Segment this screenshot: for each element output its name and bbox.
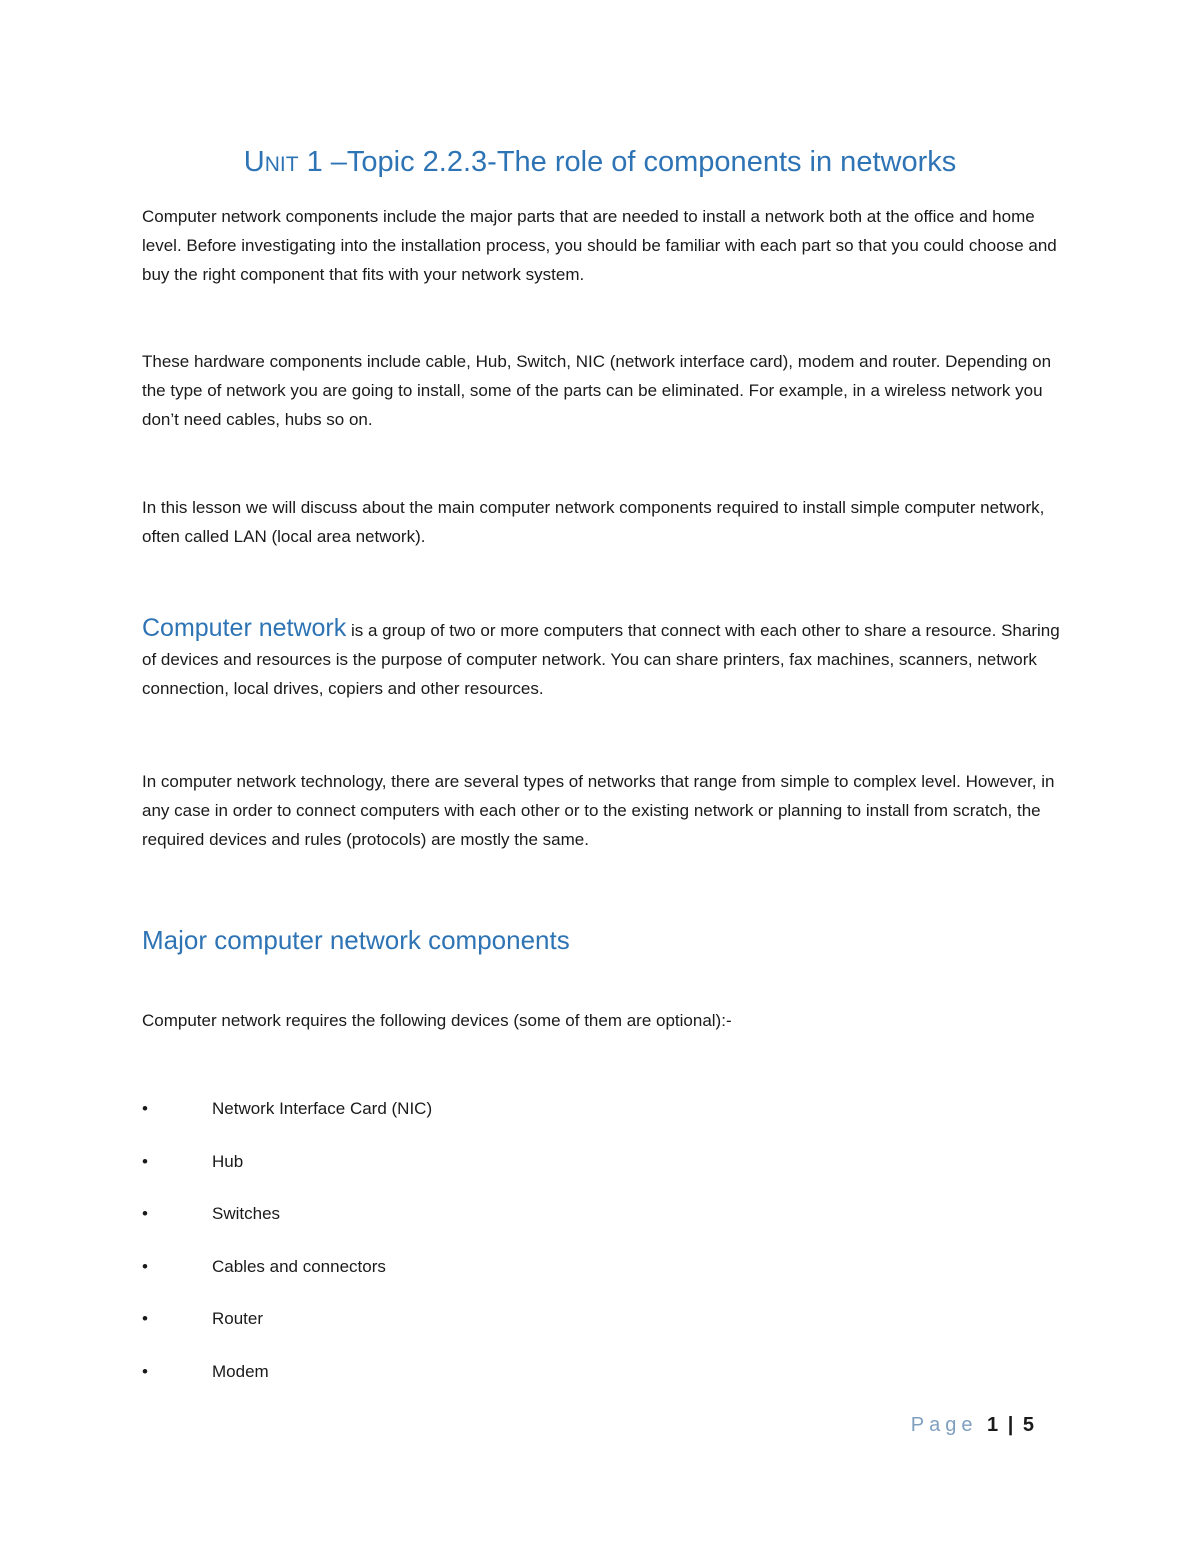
footer-total-pages: 5	[1022, 1414, 1034, 1436]
footer-separator: |	[1007, 1414, 1014, 1436]
definition-text: is a group of two or more computers that connect with each other to share a resource. Sharing of devices and resources is the purpose of computer network. You can share printers, fax machines, scanners, network connection, local drives, copiers and other resources.	[142, 621, 1060, 698]
footer-page-word: Page	[910, 1414, 978, 1436]
list-item-label: Cables and connectors	[212, 1256, 386, 1276]
network-types-paragraph: In computer network technology, there are several types of networks that range from simple to complex level. However, in any case in order to connect computers with each other or to the existing network or planning to install from scratch, the required devices and rules (protocols) are mostly the same.	[142, 772, 1055, 849]
list-item-label: Switches	[212, 1204, 281, 1223]
lesson-paragraph: In this lesson we will discuss about the main computer network components required to install simple computer network, often called LAN (local area network).	[142, 498, 1045, 546]
bullet-icon: •	[142, 1309, 148, 1328]
section-heading: Major computer network components	[142, 925, 570, 955]
list-intro: Computer network requires the following devices (some of them are optional):-	[142, 1011, 732, 1030]
title-unit-initial: U	[243, 146, 265, 178]
footer-current-page: 1	[987, 1414, 999, 1436]
list-item-label: Modem	[212, 1361, 269, 1381]
bullet-icon: •	[142, 1151, 148, 1171]
definition-term: Computer network	[142, 614, 347, 642]
title-unit-rest: NIT	[264, 153, 299, 176]
bullet-icon: •	[142, 1256, 148, 1276]
list-item-label: Router	[212, 1309, 264, 1328]
hardware-paragraph: These hardware components include cable, Hub, Switch, NIC (network interface card), modem and router. Depending on the type of network you are going to install, some of the parts can be eliminated. For example, in a wireless network you don’t need cables, hubs so on.	[142, 352, 1052, 429]
bullet-icon: •	[142, 1361, 148, 1381]
title-remainder: 1 –Topic 2.2.3-The role of components in networks	[298, 146, 957, 178]
intro-paragraph: Computer network components include the major parts that are needed to install a network both at the office and home level. Before investigating into the installation process, you should be familiar with each part so that you could choose and buy the right component that fits with your network system.	[142, 207, 1057, 284]
page-footer	[911, 1410, 1034, 1440]
bullet-icon: •	[142, 1204, 148, 1223]
document-title	[140, 140, 1060, 187]
definition-paragraph	[142, 614, 1062, 703]
bullet-icon: •	[142, 1099, 148, 1118]
list-item-label: Network Interface Card (NIC)	[212, 1099, 433, 1118]
list-item-label: Hub	[212, 1151, 244, 1171]
